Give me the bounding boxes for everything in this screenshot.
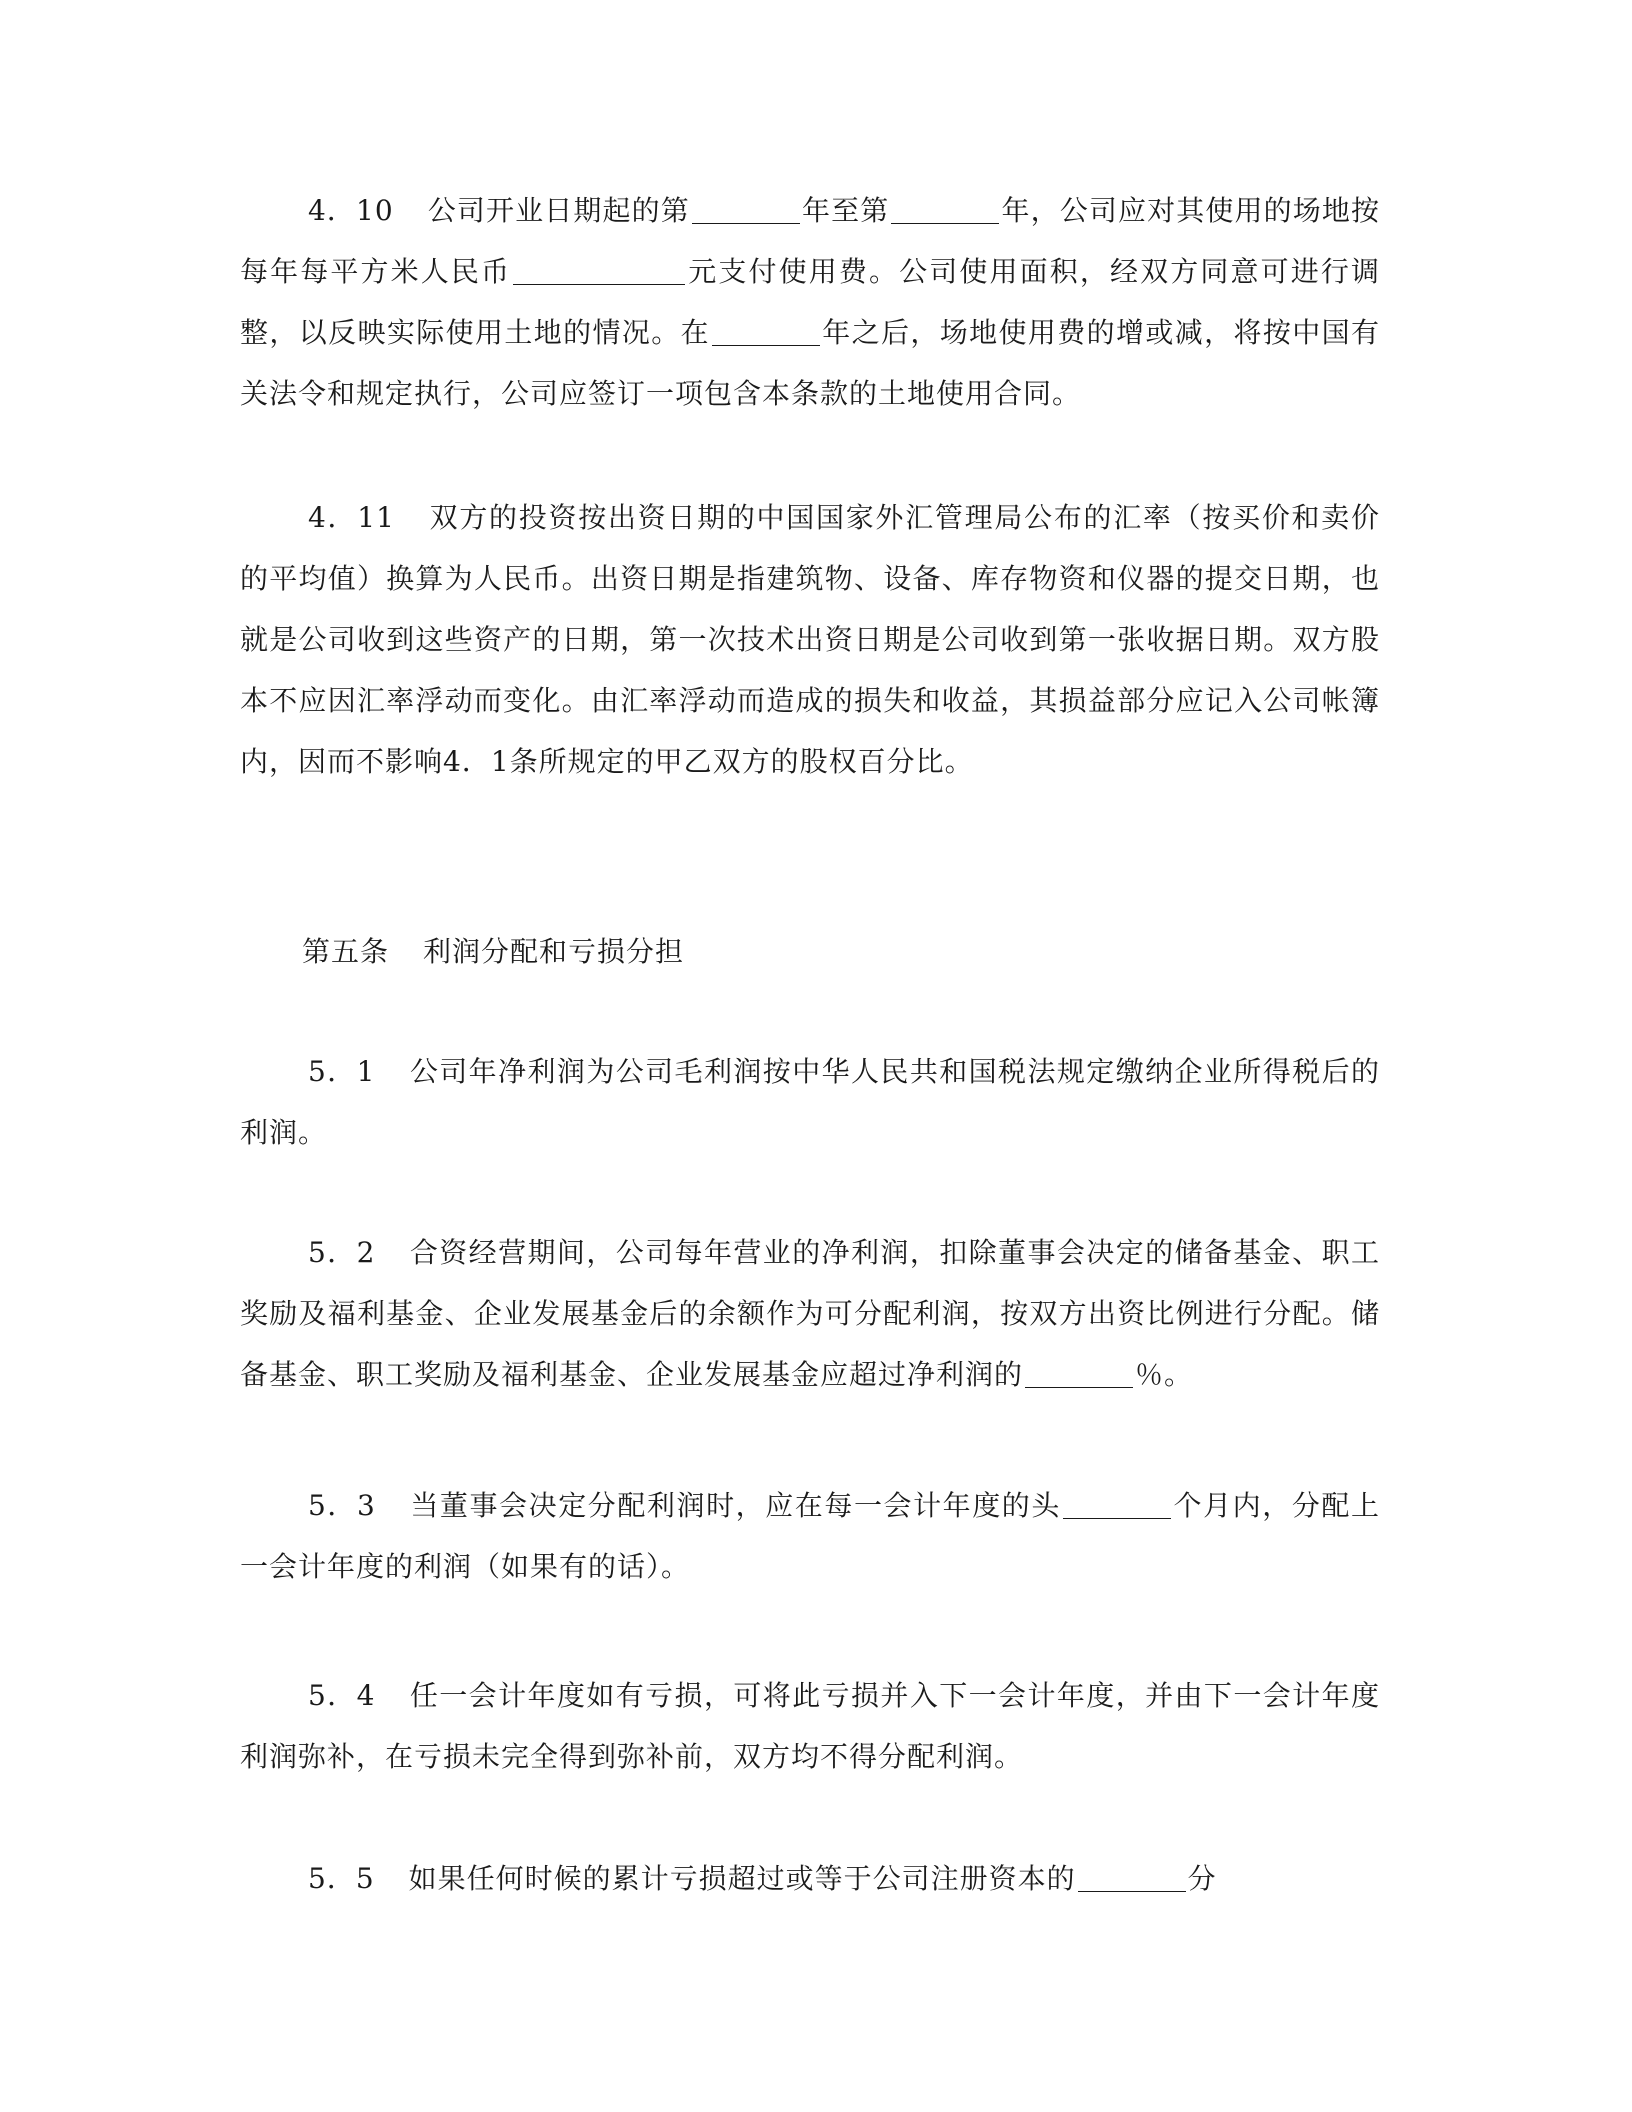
clause-text: ％。: [1135, 1358, 1194, 1391]
clause-5-3: [240, 1475, 1380, 1597]
clause-5-1: [240, 1041, 1380, 1163]
blank-field: [692, 195, 800, 224]
clause-text: 合资经营期间，公司每年营业的净利润，扣除董事会决定的储备基金、职工奖励及福利基金、企业发展基金后的余额作为可分配利润，按双方出资比例进行分配。储备基金、职工奖励及福利基金、企业发展基金应超过净利润的: [240, 1236, 1380, 1391]
clause-number: 5．4: [308, 1679, 376, 1712]
clause-number: 5．1: [308, 1055, 376, 1088]
clause-number: 4．11: [308, 501, 395, 534]
blank-field: [891, 195, 999, 224]
clause-text: 公司年净利润为公司毛利润按中华人民共和国税法规定缴纳企业所得税后的利润。: [240, 1055, 1380, 1149]
blank-field: [1063, 1490, 1171, 1519]
clause-5-2: [240, 1222, 1380, 1405]
blank-field: [1078, 1863, 1186, 1892]
clause-text: 元支付使用费。公司使用面积，经双方同意可进行调整，以反映实际使用土地的情况。在: [240, 255, 1380, 349]
blank-field: [1025, 1359, 1133, 1388]
article-title: 利润分配和亏损分担: [423, 935, 685, 968]
article-label: 第五条: [302, 935, 390, 968]
clause-text: 分: [1187, 1862, 1217, 1895]
clause-text: 年之后，场地使用费的增或减，将按中国有关法令和规定执行，公司应签订一项包含本条款的土地使用合同。: [240, 316, 1380, 410]
article-heading: [302, 921, 684, 982]
clause-5-4: [240, 1665, 1380, 1787]
clause-text: 个月内，分配上一会计年度的利润（如果有的话）。: [240, 1489, 1380, 1583]
document-page: [240, 0, 1380, 2112]
clause-text: 任一会计年度如有亏损，可将此亏损并入下一会计年度，并由下一会计年度利润弥补，在亏损未完全得到弥补前，双方均不得分配利润。: [240, 1679, 1380, 1773]
clause-text: 当董事会决定分配利润时，应在每一会计年度的头: [409, 1489, 1061, 1522]
clause-text: 公司开业日期起的第: [427, 194, 690, 227]
clause-5-5: [240, 1848, 1380, 1909]
clause-text: 双方的投资按出资日期的中国国家外汇管理局公布的汇率（按买价和卖价的平均值）换算为人民币。出资日期是指建筑物、设备、库存物资和仪器的提交日期，也就是公司收到这些资产的日期，第一次技术出资日期是公司收到第一张收据日期。双方股本不应因汇率浮动而变化。由汇率浮动而造成的损失和收益，其损益部分应记入公司帐簿内，因而不影响4．1条所规定的甲乙双方的股权百分比。: [240, 501, 1380, 778]
clause-number: 5．2: [308, 1236, 376, 1269]
clause-number: 5．3: [308, 1489, 376, 1522]
clause-text: 年至第: [801, 194, 890, 227]
blank-field: [513, 256, 685, 285]
clause-4-10: [240, 180, 1380, 424]
blank-field: [712, 317, 820, 346]
clause-4-11: [240, 487, 1380, 792]
clause-number: 5．5: [308, 1862, 375, 1895]
clause-text: 如果任何时候的累计亏损超过或等于公司注册资本的: [408, 1862, 1076, 1895]
clause-text: 年，公司应对其使用的场地按每年每平方米人民币: [240, 194, 1380, 288]
clause-number: 4．10: [308, 194, 394, 227]
